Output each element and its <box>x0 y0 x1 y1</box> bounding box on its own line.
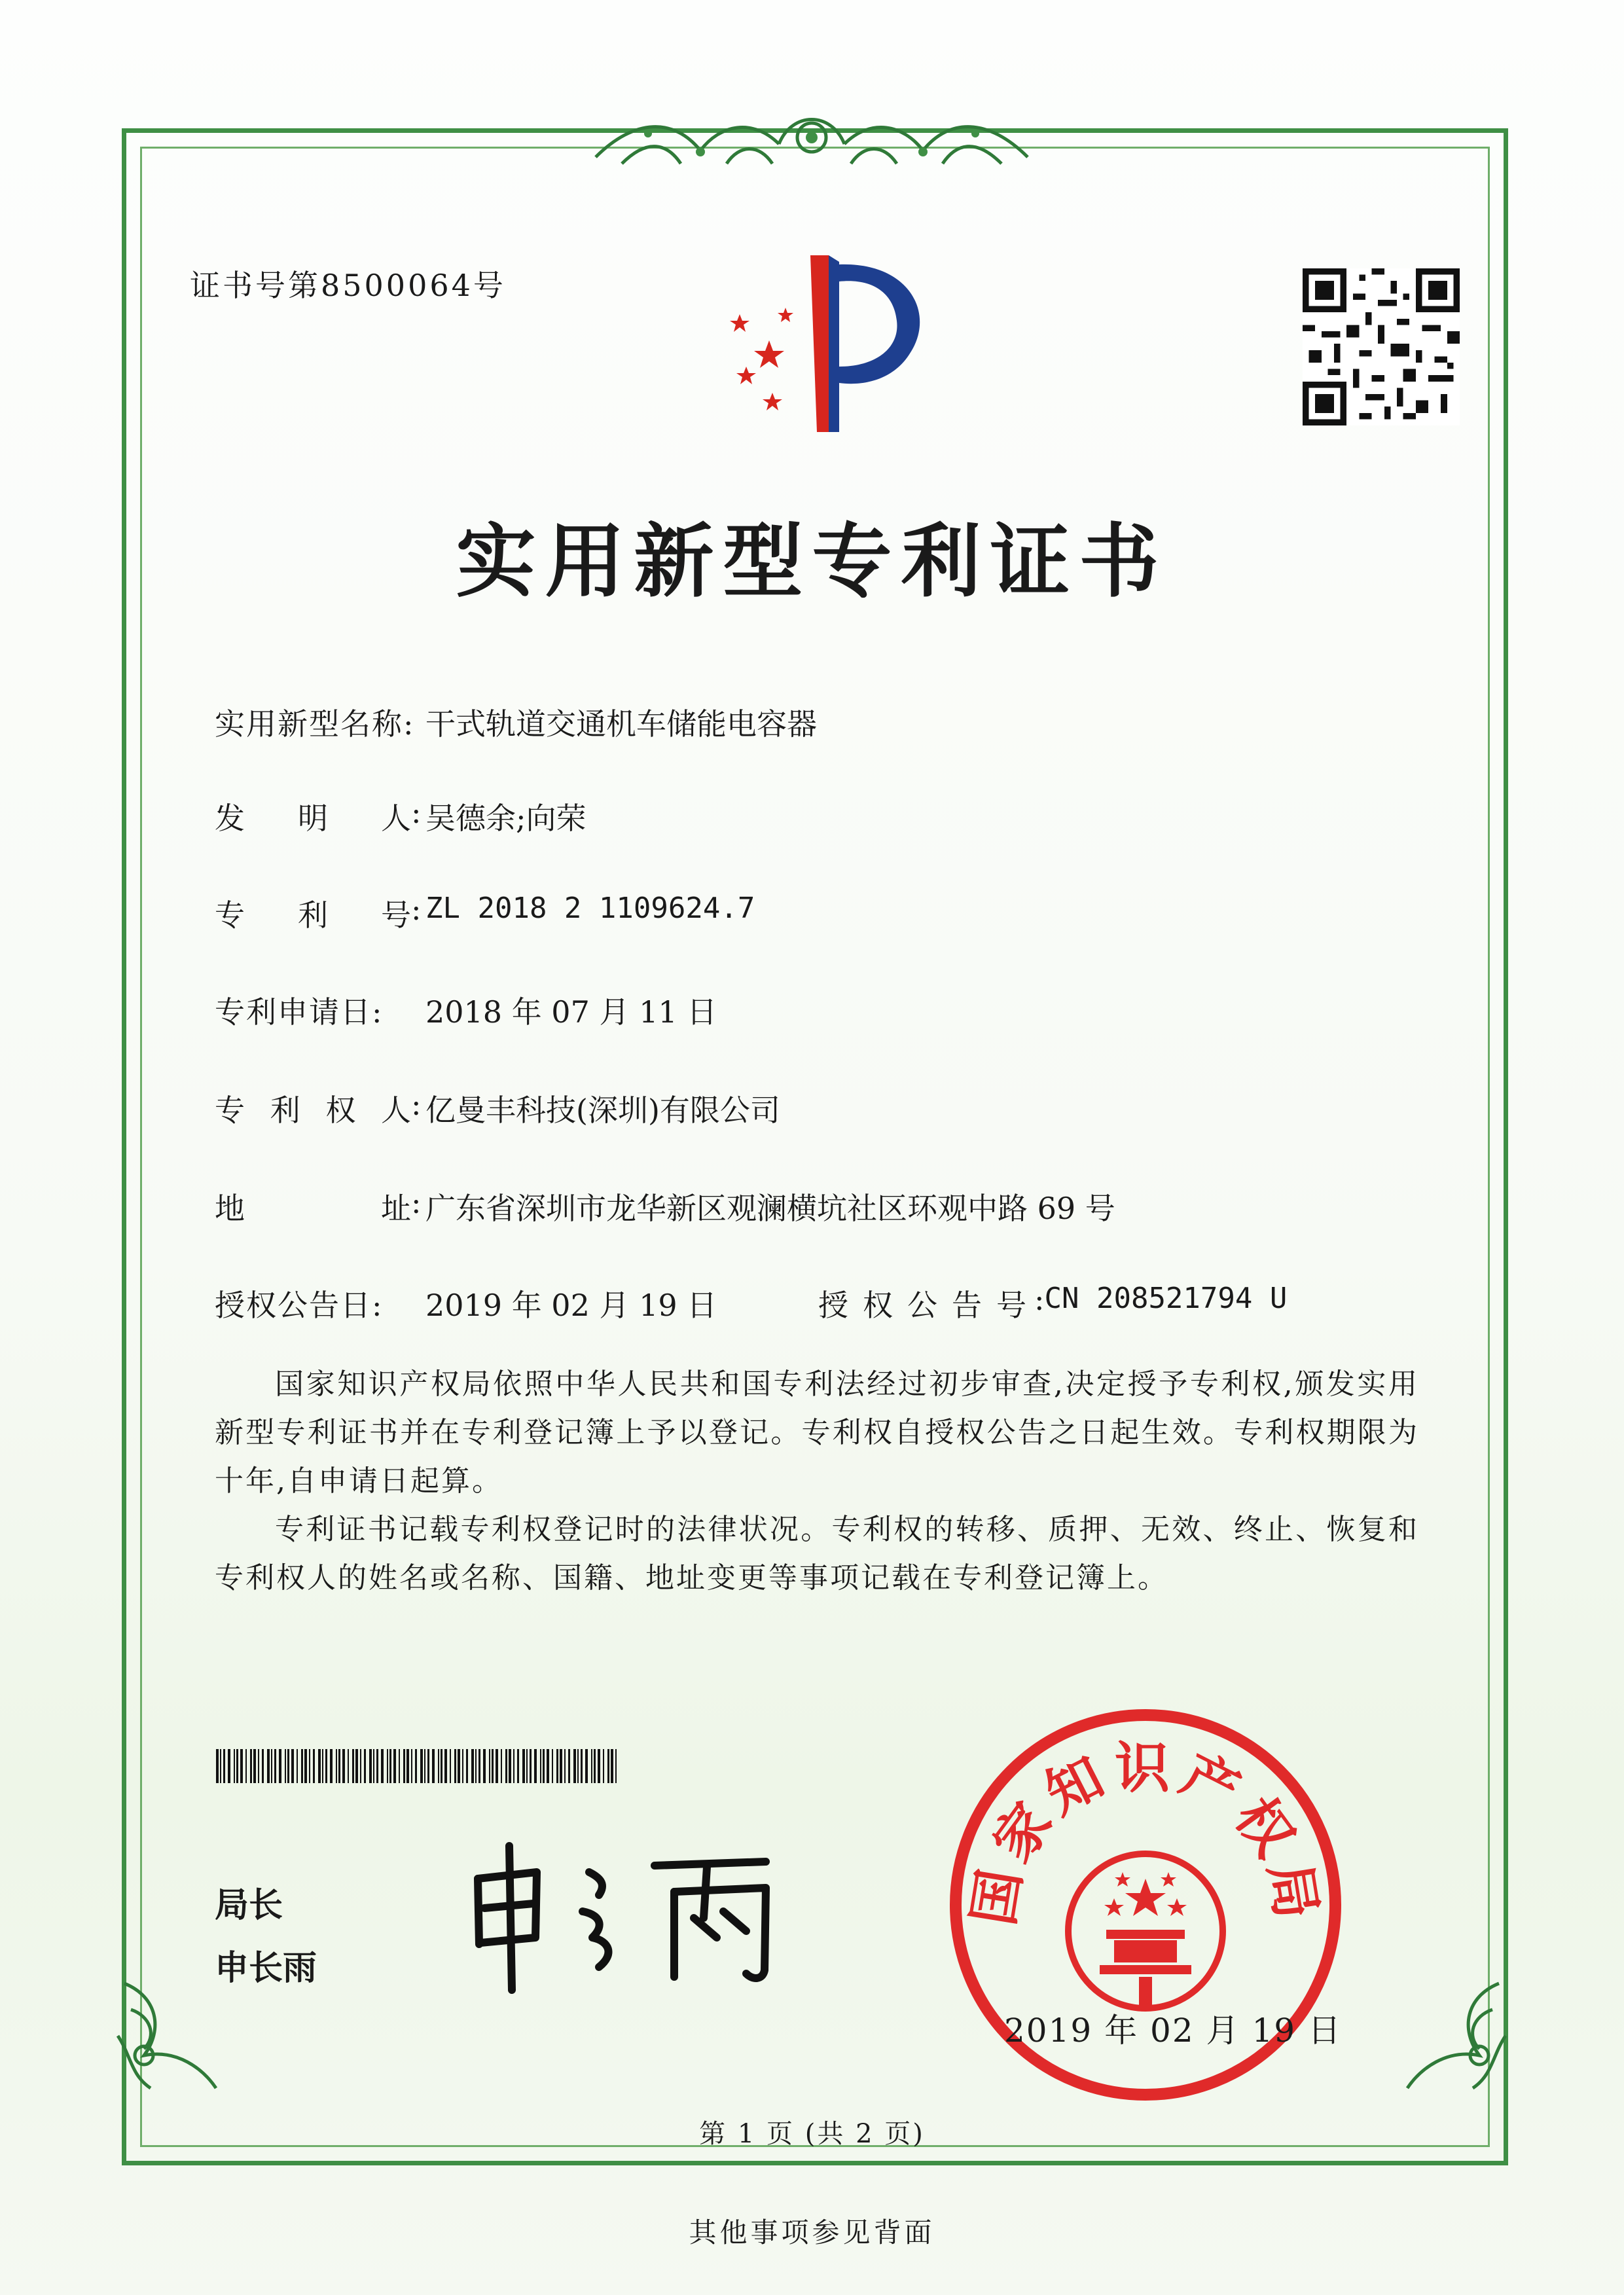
barcode-bar <box>415 1749 417 1783</box>
barcode-bar <box>577 1749 579 1783</box>
seal-text: 国家知识产权局 <box>961 1736 1330 1930</box>
barcode-bar <box>393 1749 396 1783</box>
barcode-bar <box>552 1749 553 1783</box>
barcode-bar <box>322 1749 323 1783</box>
barcode-bar <box>274 1749 276 1783</box>
barcode-bar <box>406 1749 409 1783</box>
label-colon: : <box>1034 1282 1045 1317</box>
field-value: 2019 年 02 月 19 日 <box>425 1288 717 1323</box>
barcode-bar <box>478 1749 480 1783</box>
barcode-bar <box>591 1749 592 1783</box>
barcode-bar <box>466 1749 468 1783</box>
barcode-bar <box>564 1749 566 1783</box>
barcode-bar <box>615 1749 617 1783</box>
field-label: 专利申请日: <box>215 994 384 1030</box>
field-application-date <box>215 988 717 1032</box>
label-char: 号 <box>996 1288 1028 1323</box>
barcode-bar <box>318 1749 321 1783</box>
barcode-bar <box>543 1749 545 1783</box>
field-utility-model-name <box>215 700 817 744</box>
barcode-bar <box>267 1749 270 1783</box>
barcode-bar <box>594 1749 596 1783</box>
field-label <box>818 1282 1028 1325</box>
barcode-bar <box>603 1749 604 1783</box>
barcode-bar <box>424 1749 425 1783</box>
barcode-bar <box>611 1749 613 1783</box>
field-label <box>215 1087 411 1130</box>
barcode-bar <box>387 1749 388 1783</box>
barcode-bar <box>228 1749 230 1783</box>
barcode-bar <box>526 1749 528 1783</box>
barcode-bar <box>475 1749 477 1783</box>
label-char: 告 <box>952 1288 983 1323</box>
label-char: 地 <box>215 1191 245 1226</box>
barcode-bar <box>568 1749 570 1783</box>
barcode-bar <box>325 1749 327 1783</box>
barcode <box>216 1749 622 1783</box>
barcode-bar <box>352 1749 354 1783</box>
barcode-bar <box>573 1749 576 1783</box>
page-number: 第 1 页 (共 2 页) <box>699 2119 925 2149</box>
legal-status-paragraph: 专利证书记载专利权登记时的法律状况。专利权的转移、质押、无效、终止、恢复和专利权人的姓名或名称、国籍、地址变更等事项记载在专利登记簿上。 <box>215 1513 1419 1595</box>
barcode-bar <box>271 1749 272 1783</box>
barcode-bar <box>389 1749 391 1783</box>
barcode-bar <box>245 1749 247 1783</box>
barcode-bar <box>581 1749 583 1783</box>
label-char: 人 <box>381 801 411 836</box>
field-label: 实用新型名称: <box>215 706 415 742</box>
top-ornament <box>583 92 1041 183</box>
label-char: 专 <box>215 897 245 933</box>
barcode-bar <box>342 1749 345 1783</box>
barcode-bar <box>376 1749 378 1783</box>
field-announcement-date <box>215 1282 717 1325</box>
label-char: 权 <box>863 1288 894 1323</box>
barcode-bar <box>513 1749 514 1783</box>
national-emblem-icon <box>1068 1854 1223 2008</box>
barcode-bar <box>450 1749 451 1783</box>
barcode-bar <box>427 1749 429 1783</box>
field-value: 亿曼丰科技(深圳)有限公司 <box>425 1093 780 1128</box>
barcode-bar <box>250 1749 252 1783</box>
field-announcement-number <box>818 1282 1287 1325</box>
barcode-bar <box>517 1749 519 1783</box>
barcode-bar <box>492 1749 494 1783</box>
field-inventor <box>215 795 586 838</box>
barcode-bar <box>458 1749 460 1783</box>
barcode-bar <box>330 1749 333 1783</box>
field-value: 干式轨道交通机车储能电容器 <box>425 706 817 742</box>
barcode-bar <box>258 1749 259 1783</box>
barcode-bar <box>304 1749 307 1783</box>
barcode-bar <box>216 1749 219 1783</box>
barcode-bar <box>607 1749 609 1783</box>
barcode-bar <box>336 1749 337 1783</box>
barcode-bar <box>522 1749 525 1783</box>
certificate-title: 实用新型专利证书 <box>456 514 1168 608</box>
grant-paragraph: 国家知识产权局依照中华人民共和国专利法经过初步审查,决定授予专利权,颁发实用新型专利证书并在专利登记簿上予以登记。专利权自授权公告之日起生效。专利权期限为十年,自申请日起算。 <box>215 1367 1419 1498</box>
label-colon: : <box>411 892 422 927</box>
corner-ornament-bottom-right <box>1375 1957 1519 2101</box>
barcode-bar <box>454 1749 456 1783</box>
field-value: 2018 年 07 月 11 日 <box>425 994 717 1030</box>
barcode-bar <box>236 1749 238 1783</box>
barcode-bar <box>505 1749 507 1783</box>
barcode-bar <box>540 1749 541 1783</box>
barcode-bar <box>234 1749 235 1783</box>
field-patent-number <box>215 892 755 935</box>
label-char: 发 <box>215 801 245 836</box>
seal-date: 2019 年 02 月 19 日 <box>1004 2012 1342 2050</box>
label-char: 明 <box>298 801 328 836</box>
field-value: 广东省深圳市龙华新区观澜横坑社区环观中路 69 号 <box>425 1191 1115 1226</box>
barcode-bar <box>381 1749 384 1783</box>
barcode-bar <box>355 1749 358 1783</box>
barcode-bar <box>411 1749 412 1783</box>
certificate-number: 证书号第8500064号 <box>190 268 506 303</box>
barcode-bar <box>444 1749 447 1783</box>
barcode-bar <box>240 1749 243 1783</box>
barcode-bar <box>220 1749 221 1783</box>
barcode-bar <box>262 1749 264 1783</box>
barcode-bar <box>509 1749 511 1783</box>
field-address <box>215 1185 1115 1228</box>
field-label <box>215 892 411 935</box>
field-value: ZL 2018 2 1109624.7 <box>425 892 755 925</box>
label-colon: : <box>411 1185 422 1220</box>
label-colon: : <box>411 795 422 830</box>
barcode-bar <box>585 1749 588 1783</box>
field-label: 授权公告日: <box>215 1288 384 1323</box>
barcode-bar <box>471 1749 474 1783</box>
field-patentee <box>215 1087 780 1130</box>
label-char: 址 <box>381 1191 411 1226</box>
barcode-bar <box>313 1749 315 1783</box>
barcode-bar <box>420 1749 423 1783</box>
director-name: 申长雨 <box>215 1949 317 1988</box>
barcode-bar <box>462 1749 463 1783</box>
barcode-bar <box>373 1749 374 1783</box>
qr-code <box>1303 268 1460 425</box>
barcode-bar <box>364 1749 366 1783</box>
barcode-bar <box>598 1749 600 1783</box>
field-value: 吴德余;向荣 <box>425 801 586 836</box>
label-colon: : <box>411 1087 422 1122</box>
field-label <box>215 1185 411 1228</box>
barcode-bar <box>501 1749 502 1783</box>
barcode-bar <box>223 1749 225 1783</box>
barcode-bar <box>399 1749 400 1783</box>
barcode-bar <box>403 1749 405 1783</box>
barcode-bar <box>483 1749 486 1783</box>
barcode-bar <box>496 1749 498 1783</box>
field-label <box>215 795 411 838</box>
barcode-bar <box>369 1749 372 1783</box>
barcode-bar <box>253 1749 256 1783</box>
barcode-bar <box>432 1749 435 1783</box>
label-char: 人 <box>380 1093 411 1128</box>
label-char: 授 <box>818 1288 850 1323</box>
barcode-bar <box>534 1749 537 1783</box>
label-char: 专 <box>215 1093 245 1128</box>
barcode-bar <box>287 1749 289 1783</box>
barcode-bar <box>441 1749 442 1783</box>
barcode-bar <box>438 1749 439 1783</box>
label-char: 利 <box>270 1093 300 1128</box>
barcode-bar <box>360 1749 361 1783</box>
barcode-bar <box>297 1749 298 1783</box>
label-char: 权 <box>325 1093 356 1128</box>
field-value: CN 208521794 U <box>1044 1282 1288 1315</box>
barcode-bar <box>556 1749 558 1783</box>
director-title: 局长 <box>215 1886 283 1925</box>
barcode-bar <box>285 1749 286 1783</box>
barcode-bar <box>560 1749 562 1783</box>
label-char: 号 <box>381 897 411 933</box>
barcode-bar <box>279 1749 281 1783</box>
barcode-bar <box>309 1749 310 1783</box>
barcode-bar <box>291 1749 294 1783</box>
barcode-bar <box>301 1749 303 1783</box>
handwritten-signature <box>458 1833 825 2003</box>
barcode-bar <box>348 1749 349 1783</box>
back-note: 其他事项参见背面 <box>689 2216 935 2249</box>
barcode-bar <box>338 1749 340 1783</box>
barcode-bar <box>530 1749 532 1783</box>
barcode-bar <box>489 1749 490 1783</box>
barcode-bar <box>547 1749 549 1783</box>
label-char: 公 <box>907 1288 939 1323</box>
label-char: 利 <box>298 897 328 933</box>
cnipa-logo-icon <box>700 242 949 439</box>
